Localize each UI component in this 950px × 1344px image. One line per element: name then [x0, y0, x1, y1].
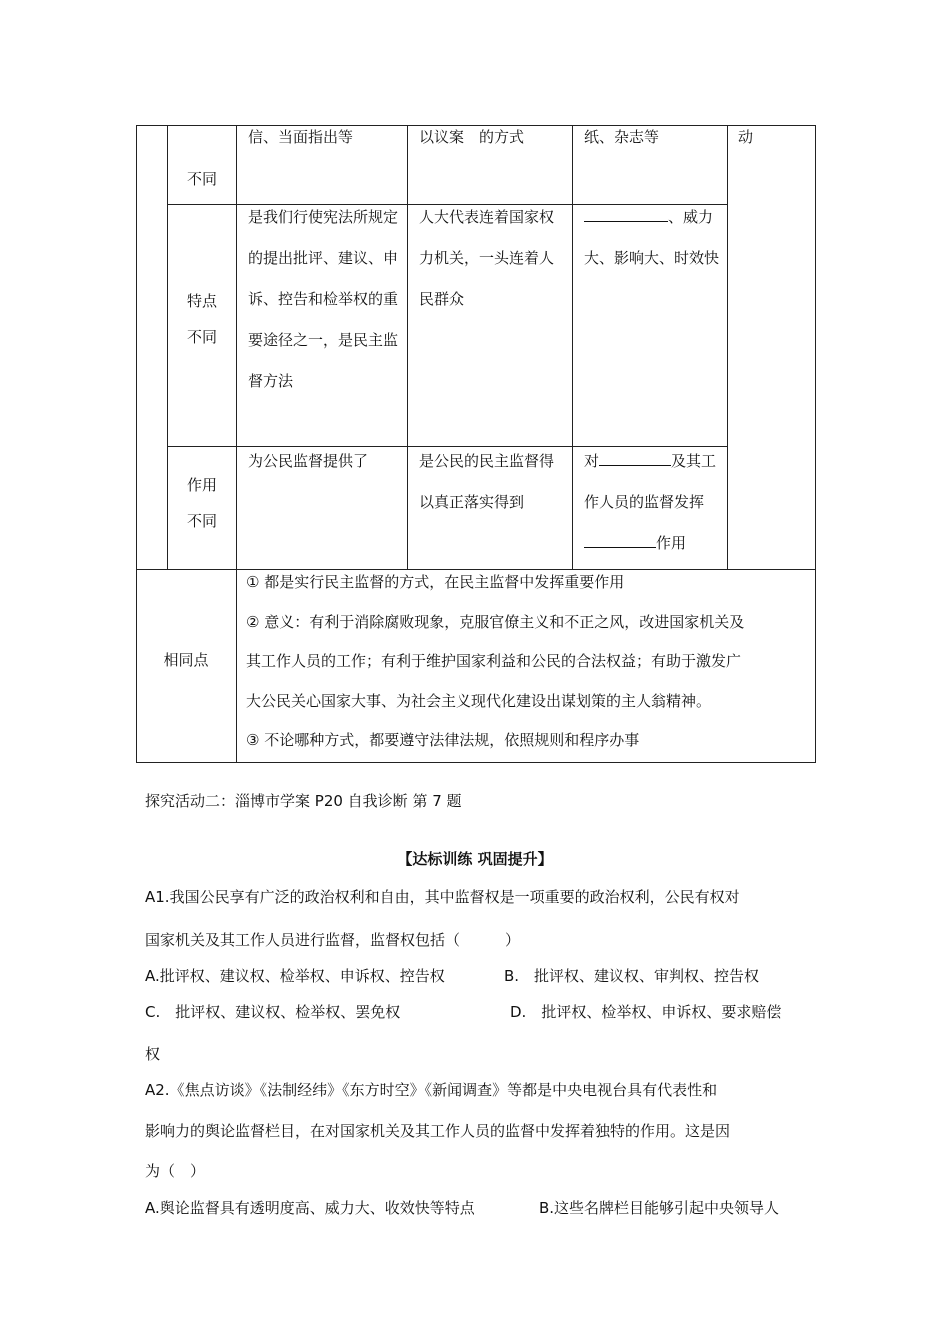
row-label: 相同点 [163, 651, 209, 669]
table-divider [572, 125, 573, 569]
q1-line2: 国家机关及其工作人员进行监督，监督权包括（ ） [145, 931, 521, 949]
same-item: 其工作人员的工作；有利于维护国家利益和公民的合法权益；有助于激发广 [246, 652, 742, 670]
q1-option-a: A.批评权、建议权、检举权、申诉权、控告权 [145, 967, 445, 985]
cell-text: 对 [584, 452, 600, 470]
table-border-right [815, 125, 816, 763]
table-cell [584, 441, 724, 564]
table-divider [407, 125, 408, 569]
same-item: ③ 不论哪种方式，都要遵守法律法规，依照规则和程序办事 [246, 731, 640, 749]
same-item: ① 都是实行民主监督的方式，在民主监督中发挥重要作用 [246, 573, 625, 591]
section-heading: 【达标训练 巩固提升】 [397, 850, 553, 868]
q1-option-d: D. 批评权、检举权、申诉权、要求赔偿 [510, 1003, 782, 1021]
q2-line2: 影响力的舆论监督栏目，在对国家机关及其工作人员的监督中发挥着独特的作用。这是因 [145, 1122, 731, 1140]
table-cell [246, 563, 812, 761]
row-label-line: 作用 [186, 476, 217, 494]
table-cell: 以议案 的方式 [419, 128, 525, 146]
row-label: 不同 [186, 170, 217, 188]
table-cell: 人大代表连着国家权力机关，一头连着人民群众 [419, 208, 555, 308]
q1-option-c: C. 批评权、建议权、检举权、罢免权 [145, 1003, 401, 1021]
table-cell: 是公民的民主监督得以真正落实得到 [419, 452, 555, 511]
q2-line3: 为（ ） [145, 1162, 206, 1180]
blank-line [584, 205, 668, 222]
table-divider [236, 125, 237, 763]
cell-text: 作用 [656, 534, 687, 552]
row-label [168, 283, 236, 355]
q2-line1: A2.《焦点访谈》《法制经纬》《东方时空》《新闻调查》等都是中央电视台具有代表性和 [145, 1081, 718, 1099]
table-cell: 信、当面指出等 [248, 128, 354, 146]
blank-line [584, 531, 656, 548]
row-label-line: 不同 [186, 328, 217, 346]
q1-option-b: B. 批评权、建议权、审判权、控告权 [504, 967, 760, 985]
row-label-line: 不同 [186, 512, 217, 530]
table-cell: 为公民监督提供了 [248, 452, 369, 470]
blank-line [599, 449, 671, 466]
cell-text: 及其工作人员的监督发挥 [584, 452, 717, 511]
cell-text: 、威力大、影响大、时效快 [584, 208, 720, 267]
q1-line1: A1.我国公民享有广泛的政治权利和自由，其中监督权是一项重要的政治权利，公民有权对 [145, 888, 740, 906]
table-cell: 纸、杂志等 [584, 128, 660, 146]
activity-2: 探究活动二：淄博市学案 P20 自我诊断 第 7 题 [145, 792, 462, 810]
q2-option-a: A.舆论监督具有透明度高、威力大、收效快等特点 [145, 1199, 475, 1217]
comparison-table [136, 125, 816, 763]
table-cell: 是我们行使宪法所规定的提出批评、建议、申诉、控告和检举权的重要途径之一，是民主监督方法 [248, 208, 399, 390]
same-item: 大公民关心国家大事、为社会主义现代化建设出谋划策的主人翁精神。 [246, 691, 712, 710]
table-cell [584, 197, 719, 279]
row-label [168, 467, 236, 539]
row-label-line: 特点 [186, 292, 217, 310]
same-item: ② 意义：有利于消除腐败现象，克服官僚主义和不正之风，改进国家机关及 [246, 612, 745, 631]
q1-option-d-cont: 权 [145, 1045, 161, 1063]
table-divider [727, 125, 728, 569]
table-cell: 动 [738, 128, 754, 146]
table-border-bottom [136, 762, 816, 763]
q2-option-b: B.这些名牌栏目能够引起中央领导人 [539, 1199, 780, 1217]
